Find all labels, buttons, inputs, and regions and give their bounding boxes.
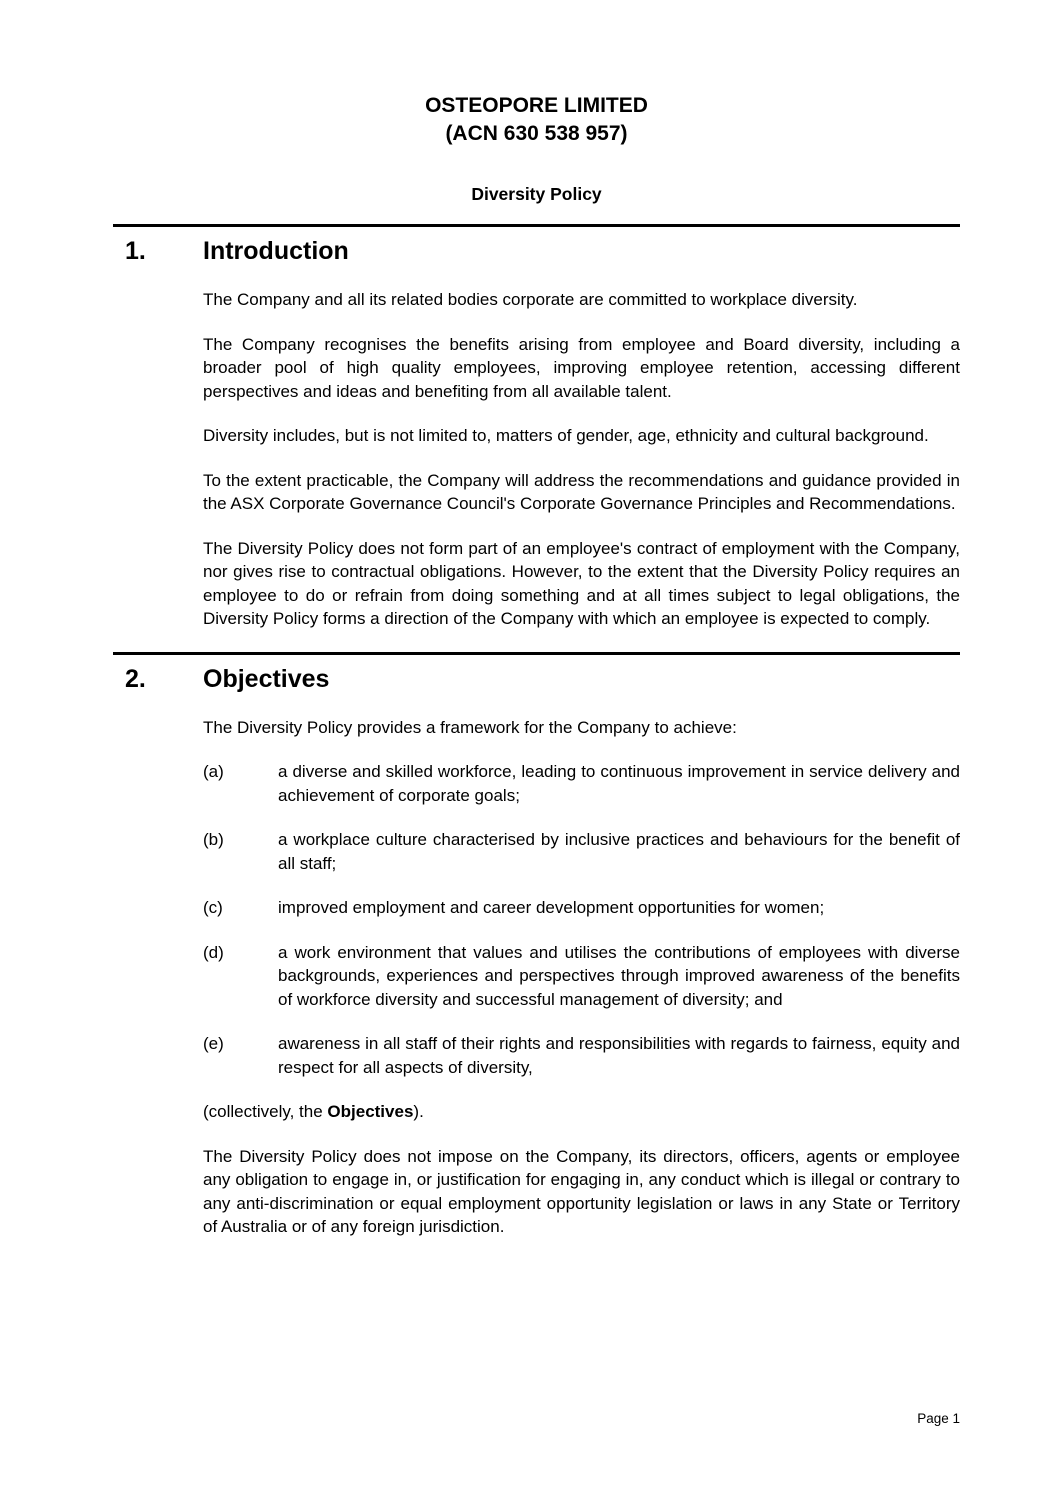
list-text: a workplace culture characterised by inclusive practices and behaviours for the benefit of all staff;: [278, 830, 960, 873]
list-item-c: [203, 896, 960, 920]
list-item-b: [203, 828, 960, 875]
page-number: Page 1: [917, 1411, 960, 1426]
list-text: improved employment and career development opportunities for women;: [278, 898, 825, 917]
collective-bold-term: Objectives: [327, 1102, 414, 1121]
section-divider-2: [113, 652, 960, 655]
paragraph: To the extent practicable, the Company will address the recommendations and guidance provided in the ASX Corporate Governance Council's Corporate Governance Principles and Recommendations.: [203, 470, 960, 513]
paragraph: The Diversity Policy provides a framework for the Company to achieve:: [203, 717, 737, 737]
list-item-a: [203, 760, 960, 807]
paragraph: The Diversity Policy does not form part of an employee's contract of employment with the Company, nor gives rise to contractual obligations. However, to the extent that the Diversity Policy requires an employee to do or refrain from doing something and at all times subject to legal obligations, the Diversity Policy forms a direction of the Company with which an employee is expected to comply.: [203, 538, 960, 628]
list-text: awareness in all staff of their rights and responsibilities with regards to fairness, equity and respect for all aspects of diversity,: [278, 1034, 960, 1077]
section-2-heading: [113, 662, 960, 696]
section-1-number: 1.: [125, 237, 146, 265]
section-divider-1: [113, 224, 960, 227]
paragraph: The Company recognises the benefits arising from employee and Board diversity, including a broader pool of high quality employees, improving employee retention, accessing different perspectives and ideas and benefiting from all available talent.: [203, 334, 960, 401]
paragraph: The Company and all its related bodies corporate are committed to workplace diversity.: [203, 290, 858, 309]
section-1-title: Introduction: [203, 237, 349, 265]
paragraph: The Diversity Policy does not impose on the Company, its directors, officers, agents or employee any obligation to engage in, or justification for engaging in, any conduct which is illegal or contrary to any anti-discrimination or equal employment opportunity legislation or laws in any State or Territory of Australia or of any foreign jurisdiction.: [203, 1146, 960, 1236]
company-name: OSTEOPORE LIMITED: [425, 94, 648, 117]
list-text: a work environment that values and utilises the contributions of employees with diverse backgrounds, experiences and perspectives through improved awareness of the benefits of workforce diversity and successful management of diversity; and: [278, 942, 960, 1009]
section-2-title: Objectives: [203, 664, 330, 693]
section-2-body: [203, 716, 960, 1239]
company-acn: (ACN 630 538 957): [445, 122, 628, 145]
list-item-d: [203, 941, 960, 1012]
list-label: (a): [203, 762, 224, 781]
collective-line: [203, 1100, 960, 1124]
document-title: [113, 92, 960, 148]
list-label: (c): [203, 898, 223, 917]
document-subtitle: Diversity Policy: [471, 184, 602, 204]
list-label: (e): [203, 1034, 224, 1053]
list-text: a diverse and skilled workforce, leading to continuous improvement in service delivery and achievement of corporate goals;: [278, 762, 960, 805]
collective-suffix: ).: [413, 1102, 424, 1121]
list-item-e: [203, 1032, 960, 1079]
section-1-body: [203, 288, 960, 631]
list-label: (b): [203, 830, 224, 849]
document-content: [113, 0, 960, 1239]
section-2-number: 2.: [125, 664, 146, 693]
collective-prefix: (collectively, the: [203, 1102, 328, 1121]
list-label: (d): [203, 942, 224, 962]
paragraph: Diversity includes, but is not limited to, matters of gender, age, ethnicity and cultural background.: [203, 426, 929, 445]
section-1-heading: [113, 234, 960, 268]
